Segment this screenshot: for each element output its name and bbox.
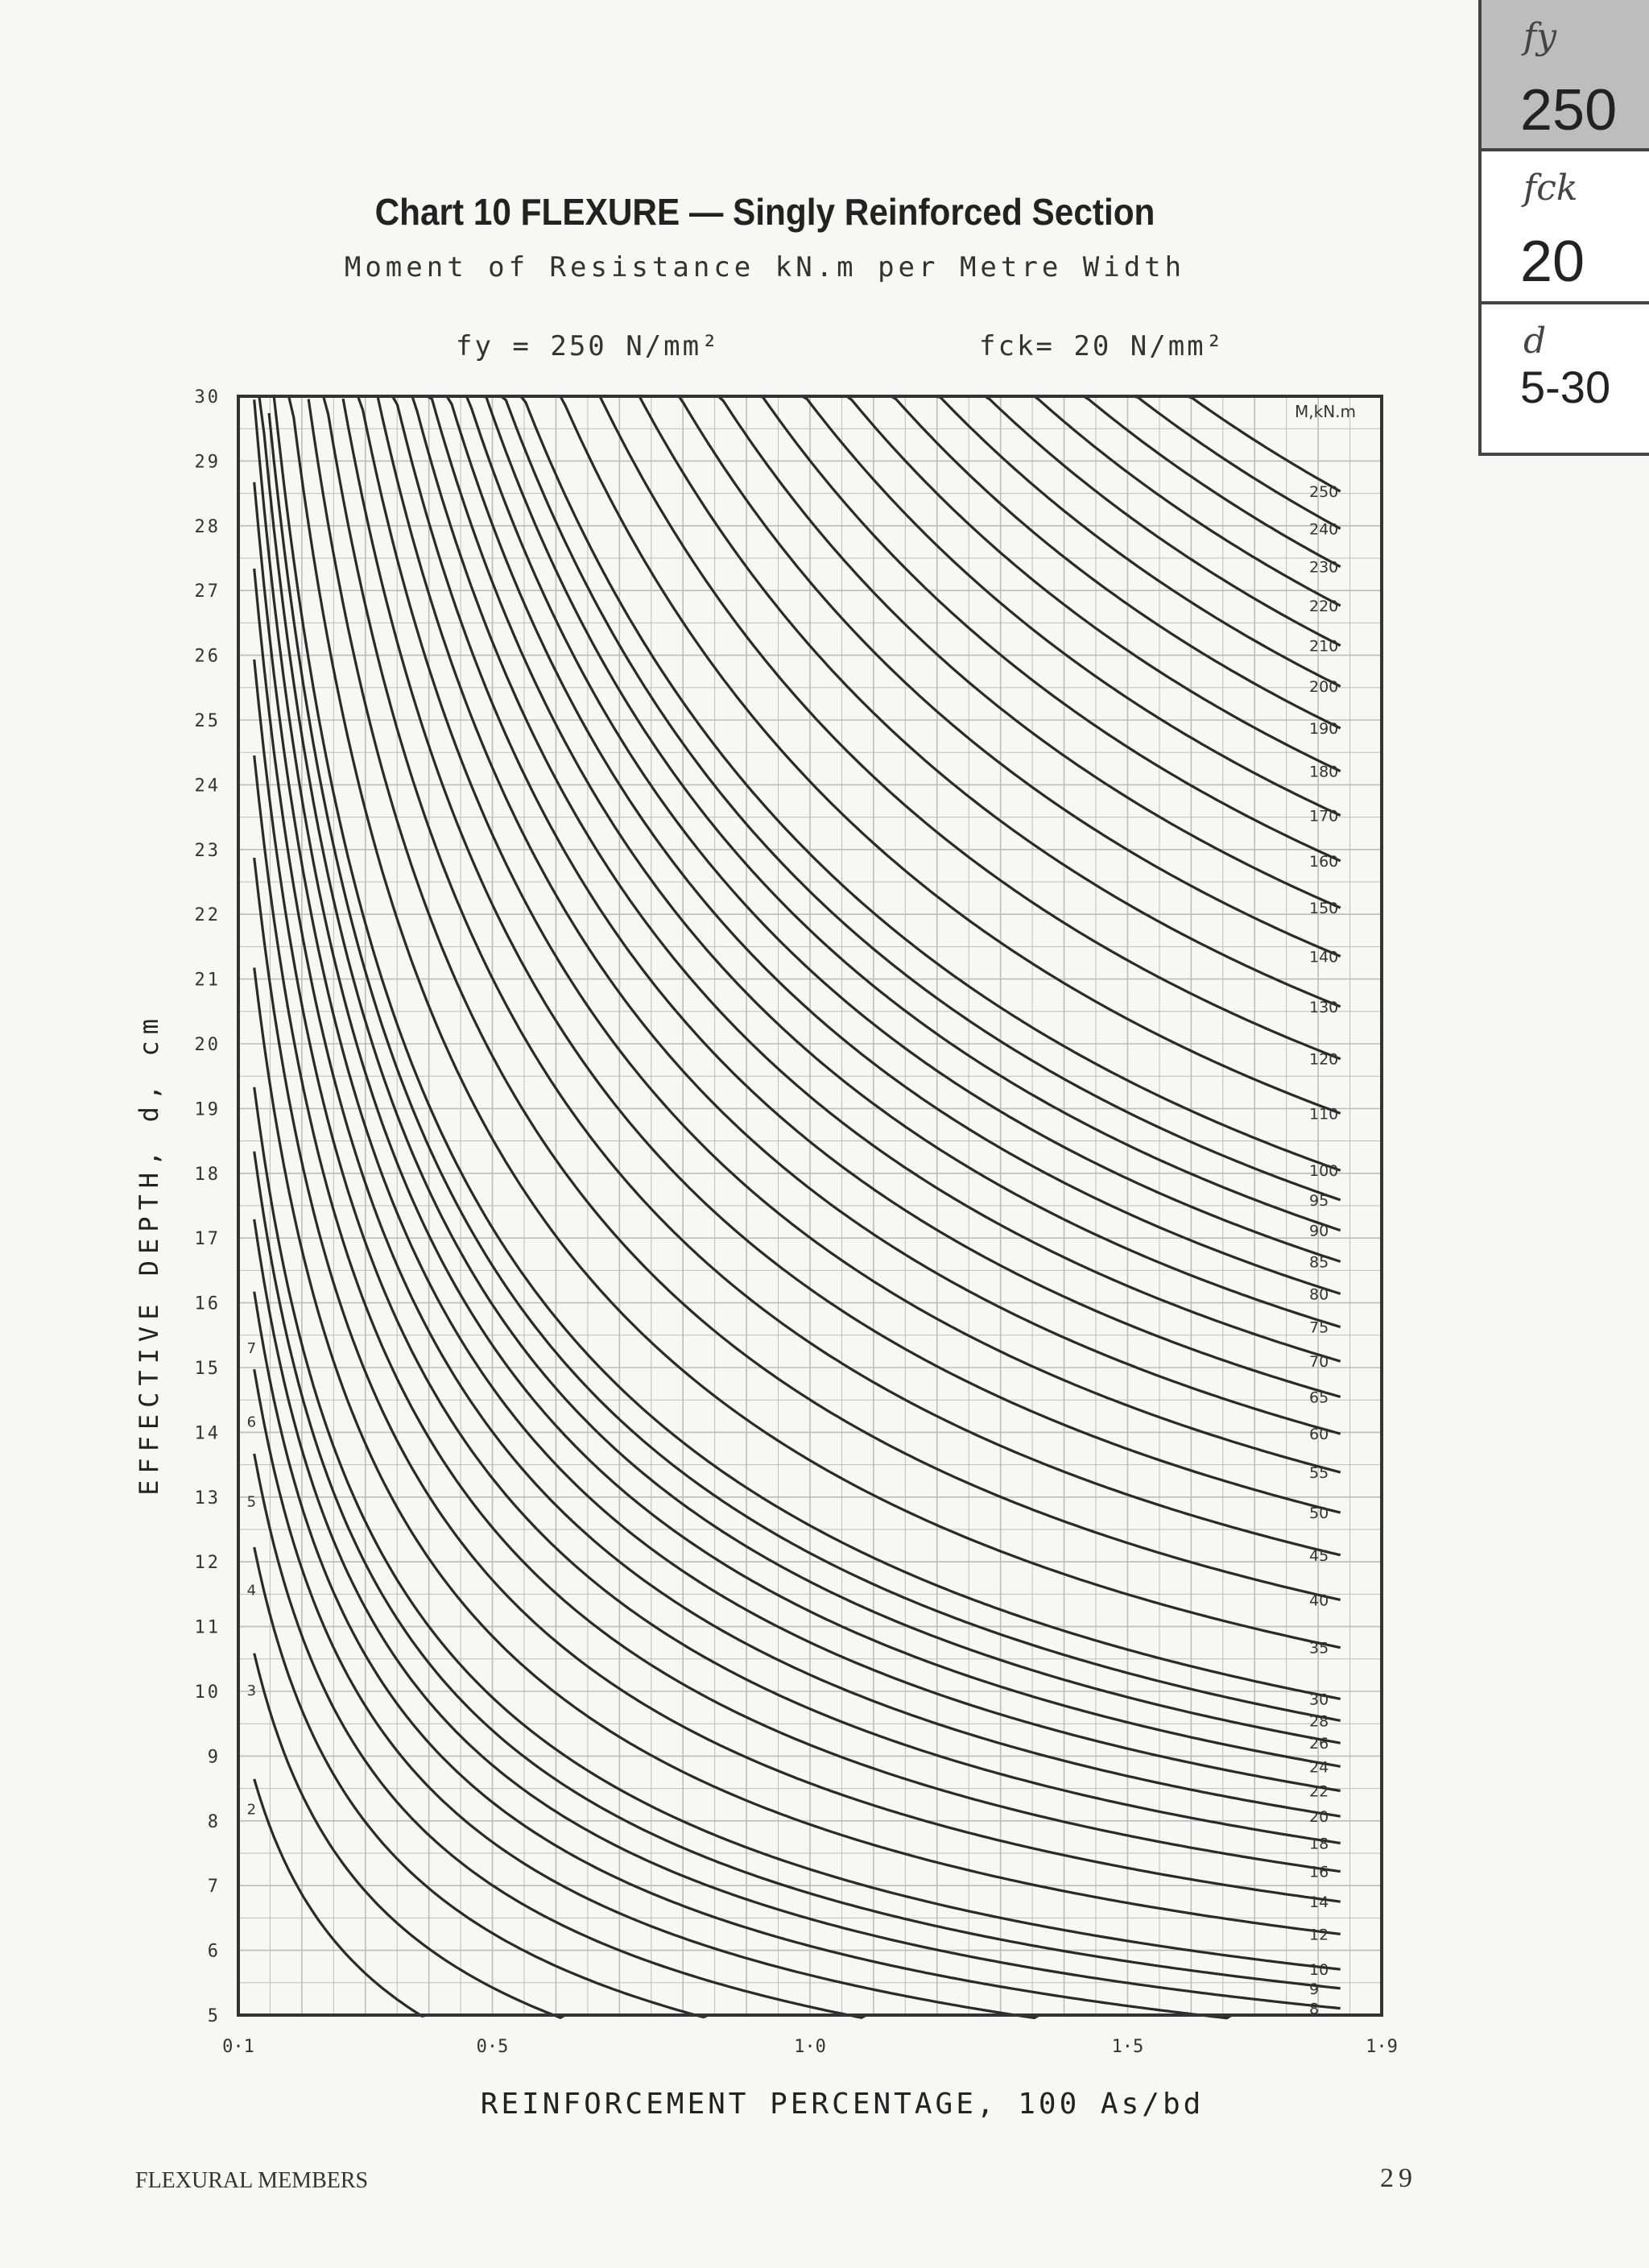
curve-start-label-2: 2 [246,1801,257,1819]
grid [238,396,1382,2015]
y-tick-label: 6 [207,1941,221,1962]
y-tick-label: 20 [194,1035,221,1055]
curve-m-18 [254,660,1341,1844]
y-tick-label: 15 [194,1359,221,1379]
fy-value: 250 [1520,78,1618,143]
d-symbol: d [1523,321,1547,362]
curve-label-95: 95 [1309,1191,1329,1210]
curve-m-9 [254,1152,1341,1989]
curve-label-80: 80 [1309,1285,1329,1304]
y-tick-label: 7 [207,1877,221,1898]
y-tick-label: 19 [194,1099,221,1120]
y-tick-label: 28 [194,516,221,537]
curve-label-240: 240 [1309,520,1339,539]
curve-label-30: 30 [1309,1691,1329,1709]
curve-start-label-7: 7 [246,1340,257,1358]
x-tick-label: 0·1 [222,2037,254,2057]
curve-label-180: 180 [1309,763,1339,781]
curve-m-90 [481,396,1341,1231]
curve-m-5 [254,1454,866,2018]
curve-label-16: 16 [1309,1863,1329,1881]
footer-section: FLEXURAL MEMBERS [135,2168,369,2193]
curve-label-14: 14 [1309,1893,1329,1912]
series-label-header: M,kN.m [1295,402,1356,421]
curve-label-140: 140 [1309,948,1339,966]
curve-label-60: 60 [1309,1426,1329,1444]
curve-m-230 [1064,396,1340,567]
curve-label-85: 85 [1309,1253,1329,1272]
curve-label-10: 10 [1309,1961,1329,1980]
curve-label-9: 9 [1309,1980,1320,1998]
curve-m-190 [882,396,1341,728]
curve-label-22: 22 [1309,1782,1329,1801]
curve-label-250: 250 [1309,483,1339,502]
curve-label-220: 220 [1309,598,1339,616]
curve-label-40: 40 [1309,1591,1329,1610]
curve-m-40 [308,399,1341,1600]
y-tick-label: 29 [194,452,221,473]
y-tick-label: 10 [194,1682,221,1703]
curve-label-230: 230 [1309,558,1339,577]
curve-label-12: 12 [1309,1926,1329,1944]
curve-m-75 [427,396,1340,1327]
y-tick-label: 27 [194,581,221,602]
curve-label-75: 75 [1309,1318,1329,1337]
x-axis-label: REINFORCEMENT PERCENTAGE, 100 As/bd [480,2088,1205,2121]
y-tick-label: 13 [194,1488,221,1509]
curve-m-6 [254,1369,1039,2018]
curve-label-130: 130 [1309,998,1339,1016]
curve-label-26: 26 [1309,1735,1329,1753]
y-tick-label: 11 [194,1617,221,1638]
y-tick-label: 18 [194,1164,221,1185]
x-tick-label: 1·9 [1366,2037,1398,2057]
curve-label-65: 65 [1309,1389,1329,1407]
y-tick-label: 16 [194,1293,221,1314]
d-range-value: 5-30 [1520,362,1611,412]
curve-m-14 [254,858,1341,1902]
curve-label-190: 190 [1309,720,1339,739]
curve-m-2 [254,1779,428,2016]
curve-label-160: 160 [1309,852,1339,871]
curve-m-7 [254,1292,1232,2018]
moment-curves [254,396,1341,2018]
y-tick-label: 25 [194,711,221,731]
y-tick-label: 5 [207,2006,221,2026]
curve-labels [247,483,1339,2018]
curve-label-70: 70 [1309,1353,1329,1372]
curve-label-28: 28 [1309,1712,1329,1731]
y-tick-label: 8 [207,1811,221,1832]
y-tick-label: 23 [194,840,221,861]
curve-m-65 [392,396,1340,1397]
curve-m-12 [254,968,1341,1935]
chart-title: Chart 10 FLEXURE — Singly Reinforced Section [374,191,1155,233]
curve-m-100 [521,396,1341,1170]
curve-start-label-4: 4 [246,1582,257,1600]
chart-subtitle: Moment of Resistance kN.m per Metre Width [344,251,1186,284]
curve-label-45: 45 [1309,1546,1329,1565]
fck-parameter: fck= 20 N/mm² [979,330,1225,362]
y-tick-label: 12 [194,1553,221,1574]
x-tick-label: 1·5 [1111,2037,1144,2057]
curve-label-120: 120 [1309,1050,1339,1069]
fck-symbol: fck [1523,168,1578,209]
fck-value: 20 [1520,230,1585,294]
curve-m-28 [269,413,1341,1720]
curve-m-20 [254,569,1341,1816]
curve-label-210: 210 [1309,637,1339,656]
fy-parameter: fy = 250 N/mm² [456,330,721,362]
curve-label-20: 20 [1309,1808,1329,1827]
curve-label-55: 55 [1309,1464,1329,1483]
curve-m-180 [837,396,1340,772]
curve-start-label-3: 3 [246,1682,257,1699]
x-tick-label: 0·5 [476,2037,509,2057]
curve-label-18: 18 [1309,1835,1329,1853]
y-tick-label: 21 [194,970,221,991]
curve-m-26 [259,396,1341,1743]
curve-m-70 [412,396,1341,1361]
y-tick-label: 30 [194,387,221,408]
curve-label-170: 170 [1309,807,1339,826]
curve-label-24: 24 [1309,1758,1329,1777]
curve-label-150: 150 [1309,900,1339,918]
y-tick-label: 24 [194,776,221,797]
curve-start-label-6: 6 [246,1413,257,1431]
y-axis-label: EFFECTIVE DEPTH, d, cm [134,1012,164,1496]
curve-start-label-5: 5 [246,1493,257,1511]
x-tick-label: 1·0 [794,2037,826,2057]
curve-label-100: 100 [1309,1162,1339,1181]
curve-m-160 [753,396,1341,861]
y-tick-label: 26 [194,646,221,667]
curve-label-110: 110 [1309,1105,1339,1124]
y-tick-label: 22 [194,905,221,926]
y-tick-label: 9 [207,1747,221,1768]
curve-label-50: 50 [1309,1504,1329,1523]
y-tick-label: 14 [194,1423,221,1444]
fy-symbol: fy [1523,16,1557,57]
axes [195,387,1398,2057]
y-tick-label: 17 [194,1229,221,1250]
curve-m-10 [254,1087,1341,1969]
curve-label-8: 8 [1309,2000,1320,2018]
curve-m-45 [324,396,1341,1555]
curve-label-200: 200 [1309,678,1339,697]
curve-label-35: 35 [1309,1639,1329,1658]
curve-label-90: 90 [1309,1222,1329,1240]
curve-m-35 [289,396,1341,1648]
curve-m-120 [595,396,1341,1059]
curve-m-210 [970,396,1341,646]
page-number: 29 [1380,2163,1417,2193]
